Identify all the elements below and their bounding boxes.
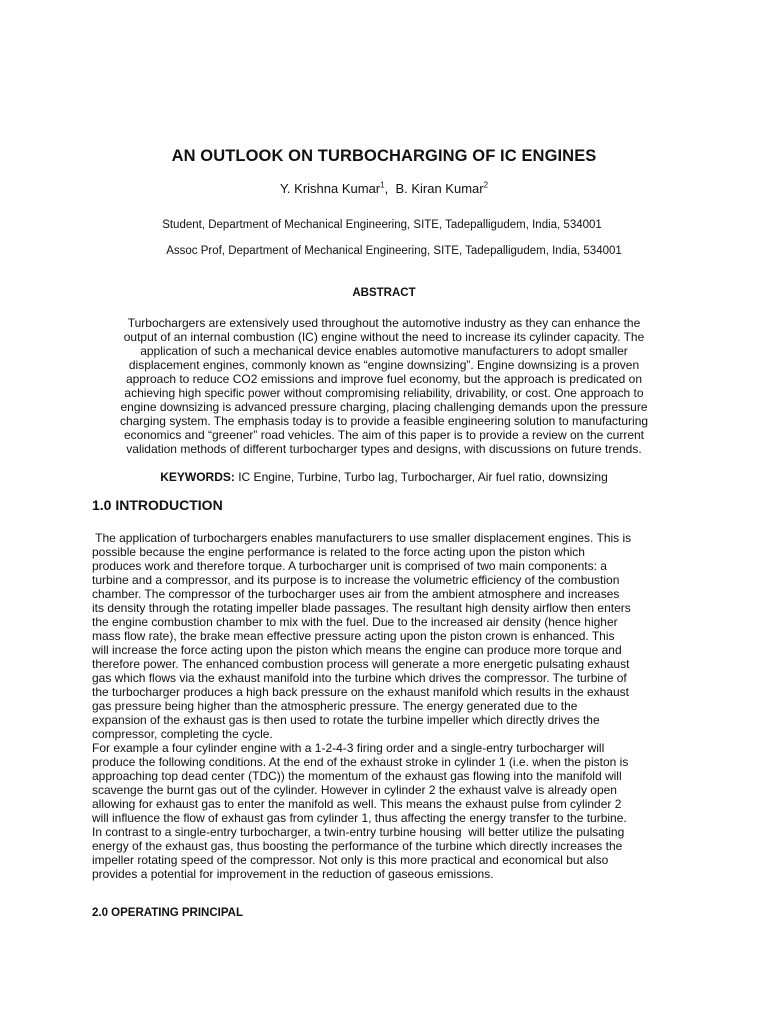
intro-line: energy of the exhaust gas, thus boosting the performance of the turbine which directly increases the [92,839,623,853]
abstract-line: achieving high specific power without compromising reliability, drivability, or cost. One approach to [124,386,644,400]
intro-line: produce the following conditions. At the end of the exhaust stroke in cylinder 1 (i.e. when the piston is [92,755,629,769]
abstract-line: engine downsizing is advanced pressure charging, placing challenging demands upon the pressure [120,400,648,414]
intro-line: will influence the flow of exhaust gas from cylinder 1, thus affecting the energy transfer to the turbine. [92,811,627,825]
section-heading-operating-principal: 2.0 OPERATING PRINCIPAL [92,907,244,919]
intro-line: In contrast to a single-entry turbocharger, a twin-entry turbine housing will better utilize the pulsating [92,825,625,839]
keywords-label: KEYWORDS: [160,470,235,484]
intro-line: the engine combustion chamber to mix with the fuel. Due to the increased air density (hence higher [92,615,618,629]
abstract-line: displacement engines, commonly known as “engine downsizing”. Engine downsizing is a proven [128,358,640,372]
intro-line: impeller rotating speed of the compressor. Not only is this more practical and economical but also [92,853,609,867]
intro-line: scavenge the burnt gas out of the cylinder. However in cylinder 2 the exhaust valve is already open [92,783,617,797]
abstract-heading: ABSTRACT [352,287,416,299]
intro-line: For example a four cylinder engine with a 1-2-4-3 firing order and a single-entry turbocharger will [92,741,605,755]
author-separator: , [384,181,396,196]
affiliation-1: Student, Department of Mechanical Engineering, SITE, Tadepalligudem, India, 534001 [162,219,602,231]
author-2-affil-mark: 2 [483,180,489,190]
intro-line: chamber. The compressor of the turbocharger uses air from the ambient atmosphere and increases [92,587,620,601]
intro-line: possible because the engine performance is related to the force acting upon the piston which [92,545,585,559]
intro-line: turbine and a compressor, and its purpose is to increase the volumetric efficiency of the combustion [92,573,620,587]
intro-line: provides a potential for improvement in the reduction of gaseous emissions. [92,867,494,881]
intro-line: therefore power. The enhanced combustion process will generate a more energetic pulsating exhaust [92,657,630,671]
intro-line: produces work and therefore torque. A turbocharger unit is comprised of two main components: a [92,559,607,573]
section-heading-introduction: 1.0 INTRODUCTION [92,497,223,513]
author-1: Y. Krishna Kumar [279,181,381,196]
intro-line: mass flow rate), the brake mean effective pressure acting upon the piston crown is enhanced. This [92,629,615,643]
intro-line: expansion of the exhaust gas is then used to rotate the turbine impeller which directly drives the [92,713,600,727]
intro-line: approaching top dead center (TDC)) the momentum of the exhaust gas flowing into the manifold will [92,769,622,783]
abstract-line: charging system. The emphasis today is to provide a feasible engineering solution to manufacturing [119,414,649,428]
intro-line: The application of turbochargers enables manufacturers to use smaller displacement engines. This is [92,531,632,545]
abstract-line: output of an internal combustion (IC) engine without the need to increase its cylinder capacity. The [123,330,645,344]
author-2: B. Kiran Kumar [395,181,484,196]
paper-title: AN OUTLOOK ON TURBOCHARGING OF IC ENGINES [171,147,597,165]
abstract-line: validation methods of different turbocharger types and designs, with discussions on future trends. [126,442,642,456]
intro-line: its density through the rotating impeller blade passages. The resultant high density airflow then enters [92,601,631,615]
intro-line: gas pressure being higher than the atmospheric pressure. The energy generated due to the [92,699,578,713]
intro-line: allowing for exhaust gas to enter the manifold as well. This means the exhaust pulse from cylinder 2 [92,797,622,811]
author-1-affil-mark: 1 [380,180,385,190]
abstract-body [92,316,676,456]
keywords-line [0,470,768,484]
abstract-line: approach to reduce CO2 emissions and improve fuel economy, but the approach is predicated on [125,372,643,386]
intro-line: the turbocharger produces a high back pressure on the exhaust manifold which results in the exhaust [92,685,629,699]
intro-line: compressor, completing the cycle. [92,727,273,741]
affiliation-2: Assoc Prof, Department of Mechanical Engineering, SITE, Tadepalligudem, India, 534001 [166,245,622,257]
intro-line: gas which flows via the exhaust manifold into the turbine which drives the compressor. The turbine of [92,671,627,685]
abstract-line: Turbochargers are extensively used throughout the automotive industry as they can enhance the [127,316,641,330]
abstract-line: application of such a mechanical device enables automotive manufacturers to adopt smaller [140,344,628,358]
author-line [0,181,768,196]
introduction-body [92,531,688,881]
keywords-text: IC Engine, Turbine, Turbo lag, Turbocharger, Air fuel ratio, downsizing [234,470,608,484]
abstract-line: economics and “greener” road vehicles. The aim of this paper is to provide a review on the current [123,428,645,442]
intro-line: will increase the force acting upon the piston which means the engine can produce more torque and [92,643,622,657]
